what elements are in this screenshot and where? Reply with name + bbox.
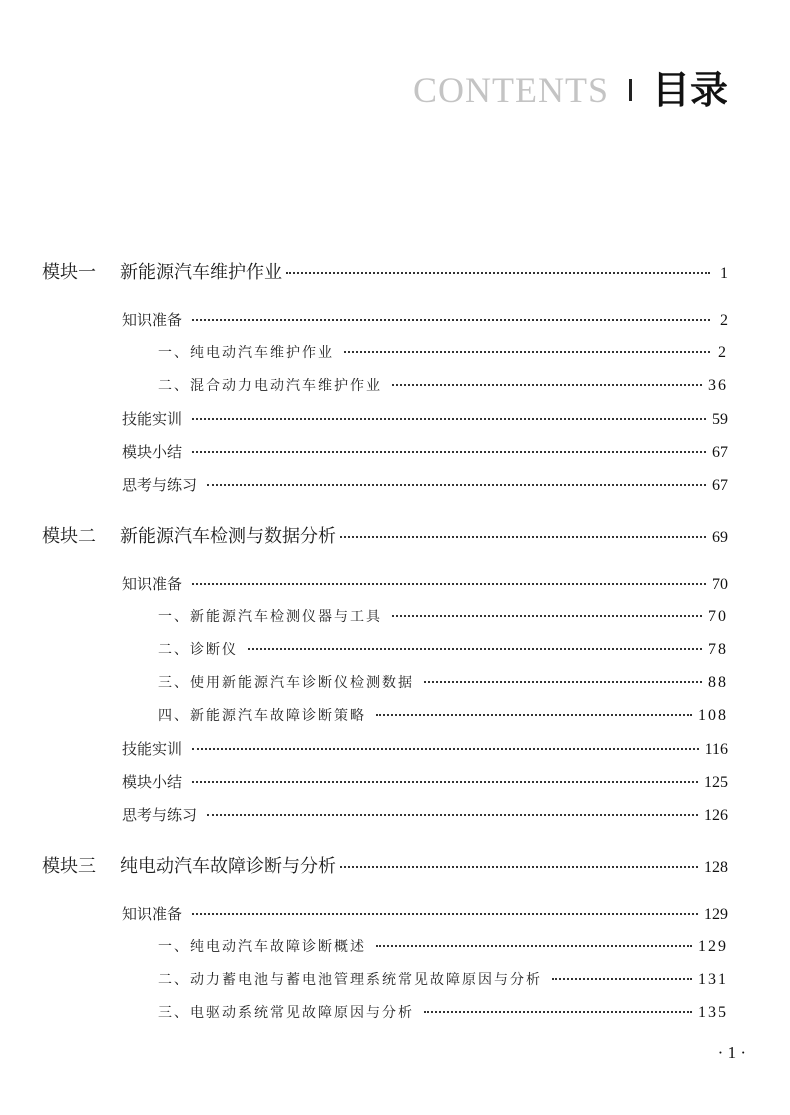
dot-leader [192,781,698,783]
page-ref: 70 [708,608,728,625]
entry-title: 技能实训 [122,740,183,758]
dot-leader [207,484,706,486]
module-title: 新能源汽车维护作业 [120,262,282,283]
entry-title: 模块小结 [122,773,183,791]
dot-leader [192,583,706,585]
page-number: · 1 · [717,1043,746,1062]
page-ref: 70 [712,576,728,593]
page-ref: 129 [704,906,728,923]
page-ref: 59 [712,411,728,428]
page-ref: 78 [708,641,728,658]
dot-leader [552,978,692,980]
toc-module-2[interactable] [42,522,728,548]
dot-leader [392,384,702,386]
page-ref: 108 [698,707,728,724]
module-number: 模块三 [42,856,96,877]
entry-title: 思考与练习 [122,476,198,494]
dot-leader [376,714,692,716]
toc-module-1[interactable] [42,258,728,284]
toc-subentry[interactable] [158,375,728,395]
dot-leader [376,945,692,947]
entry-title: 三、使用新能源汽车诊断仪检测数据 [158,675,414,691]
entry-title: 思考与练习 [122,806,198,824]
module-title: 纯电动汽车故障诊断与分析 [120,856,336,877]
dot-leader [192,913,698,915]
toc-module-3[interactable] [42,852,728,878]
page-ref: 67 [712,444,728,461]
entry-title: 模块小结 [122,443,183,461]
toc-entry[interactable] [122,804,728,825]
dot-leader [424,681,702,683]
toc-entry[interactable] [122,441,728,462]
module-number: 模块二 [42,526,96,547]
toc-subentry[interactable] [158,606,728,626]
entry-title: 一、纯电动汽车维护作业 [158,345,334,361]
module-number: 模块一 [42,262,96,283]
dot-leader [340,536,706,538]
dot-leader [392,615,702,617]
page-ref: 1 [720,265,728,282]
toc-subentry[interactable] [158,705,728,725]
entry-title: 技能实训 [122,410,183,428]
toc-subentry[interactable] [158,672,728,692]
page-ref: 135 [698,1004,728,1021]
entry-title: 二、动力蓄电池与蓄电池管理系统常见故障原因与分析 [158,972,542,988]
page-title: 目录 [651,68,728,112]
toc-subentry[interactable] [158,639,728,659]
toc-subentry[interactable] [158,342,728,362]
dot-leader [207,814,698,816]
dot-leader [286,272,710,274]
page-ref: 116 [704,741,728,758]
entry-title: 二、诊断仪 [158,642,238,658]
page-ref: 36 [708,377,728,394]
contents-heading: CONTENTS [412,70,609,110]
toc-subentry[interactable] [158,936,728,956]
toc-subentry[interactable] [158,969,728,989]
toc-entry[interactable] [122,903,728,924]
dot-leader [344,351,710,353]
entry-title: 三、电驱动系统常见故障原因与分析 [158,1005,414,1021]
page-ref: 126 [704,807,728,824]
dot-leader [248,648,702,650]
module-title: 新能源汽车检测与数据分析 [120,526,336,547]
entry-title: 知识准备 [122,905,183,923]
dot-leader [192,451,706,453]
page-ref: 69 [712,529,728,546]
entry-title: 知识准备 [122,311,183,329]
dot-leader [424,1011,692,1013]
dot-leader [340,866,698,868]
toc-subentry[interactable] [158,1002,728,1022]
page-ref: 131 [698,971,728,988]
toc-entry[interactable] [122,738,728,759]
page-ref: 129 [698,938,728,955]
page-ref: 88 [708,674,728,691]
entry-title: 四、新能源汽车故障诊断策略 [158,708,366,724]
page-header [413,66,728,114]
toc-entry[interactable] [122,573,728,594]
dot-leader [192,748,699,750]
toc-entry[interactable] [122,474,728,495]
page-ref: 128 [704,859,728,876]
dot-leader [192,319,710,321]
page-ref: 2 [720,312,728,329]
header-divider [629,79,632,101]
toc-entry[interactable] [122,408,728,429]
toc-entry[interactable] [122,309,728,330]
entry-title: 一、新能源汽车检测仪器与工具 [158,609,382,625]
page-ref: 67 [712,477,728,494]
page-ref: 2 [718,344,728,361]
page-ref: 125 [704,774,728,791]
dot-leader [192,418,706,420]
toc-entry[interactable] [122,771,728,792]
entry-title: 一、纯电动汽车故障诊断概述 [158,939,366,955]
entry-title: 知识准备 [122,575,183,593]
entry-title: 二、混合动力电动汽车维护作业 [158,378,382,394]
